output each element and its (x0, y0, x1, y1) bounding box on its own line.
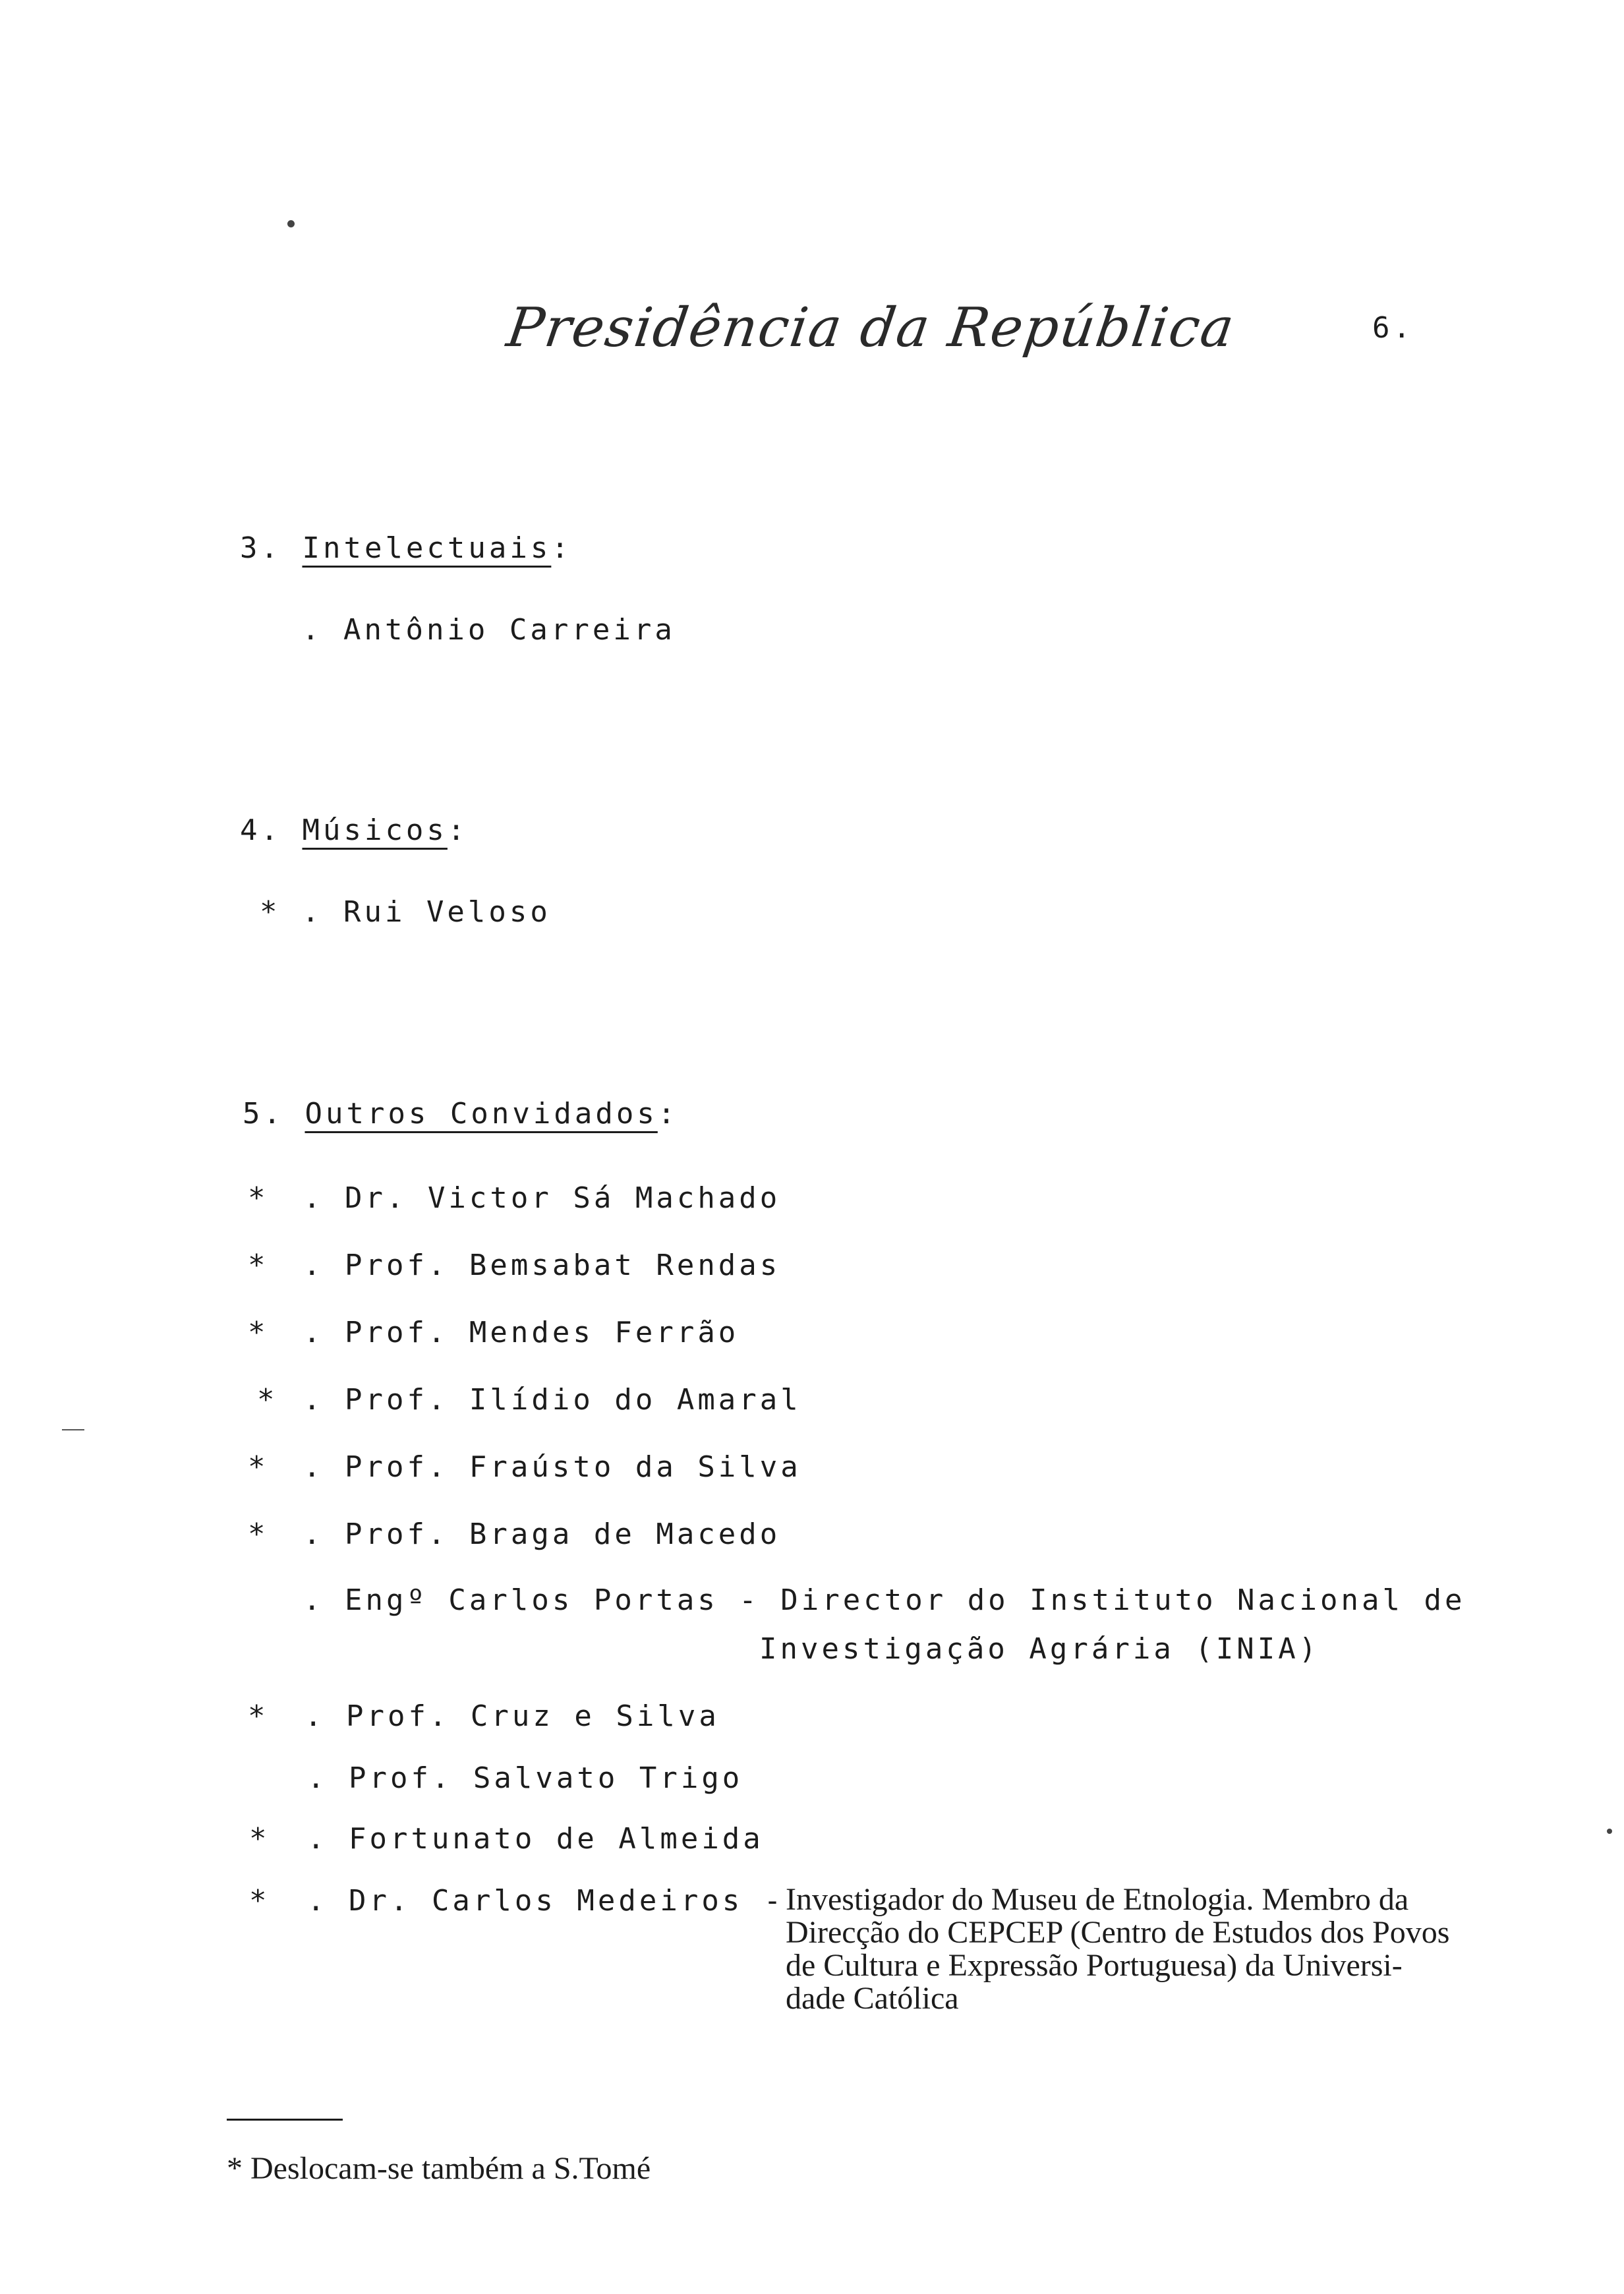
item-description-line: Investigador do Museu de Etnologia. Membro da (786, 1882, 1409, 1917)
section-heading-musicos (240, 813, 469, 847)
list-marker: * (248, 1517, 269, 1551)
item-description-line: dade Católica (786, 1981, 959, 2016)
list-marker: * (260, 895, 281, 929)
section-heading-outros-convidados (243, 1097, 679, 1131)
list-item: . Prof. Ilídio do Amaral (303, 1383, 801, 1417)
list-item: . Prof. Cruz e Silva (304, 1699, 720, 1733)
section-title: Músicos (302, 813, 448, 847)
list-marker: * (248, 1249, 269, 1282)
list-marker: * (248, 1699, 269, 1733)
section-colon: : (447, 813, 469, 847)
list-marker: * (248, 1181, 269, 1215)
list-item: . Fortunato de Almeida (307, 1822, 764, 1856)
list-marker: * (249, 1884, 270, 1918)
list-item: . Dr. Victor Sá Machado (303, 1181, 781, 1215)
ink-dot (287, 220, 295, 227)
footnote-separator (227, 2119, 343, 2121)
list-item: . Prof. Fraústo da Silva (303, 1450, 801, 1484)
section-title: Outros Convidados (304, 1097, 658, 1131)
item-description-line: de Cultura e Expressão Portuguesa) da Universi- (786, 1948, 1403, 1983)
list-item: . Antônio Carreira (302, 613, 676, 647)
list-item: . Prof. Bemsabat Rendas (303, 1249, 781, 1282)
footnote: * Deslocam-se também a S.Tomé (227, 2151, 651, 2186)
section-heading-intelectuais (240, 531, 572, 565)
list-marker: * (248, 1450, 269, 1484)
margin-mark (62, 1429, 84, 1430)
section-colon: : (551, 531, 572, 565)
section-number: 4. (240, 813, 281, 847)
letterhead: Presidência da República (503, 297, 1239, 359)
page-number: 6. (1372, 311, 1414, 345)
section-number: 3. (240, 531, 281, 565)
list-item: . Engº Carlos Portas - Director do Instituto Nacional de (303, 1583, 1466, 1617)
list-item: . Prof. Braga de Macedo (303, 1517, 781, 1551)
list-item-continuation: Investigação Agrária (INIA) (759, 1632, 1320, 1666)
list-item: . Prof. Mendes Ferrão (303, 1316, 740, 1349)
list-marker: * (248, 1316, 269, 1349)
list-marker: * (257, 1383, 278, 1417)
list-item: . Rui Veloso (302, 895, 551, 929)
item-description-line: Direcção do CEPCEP (Centro de Estudos dos Povos (786, 1915, 1450, 1950)
section-number: 5. (243, 1097, 284, 1131)
section-colon: : (657, 1097, 679, 1131)
list-item: . Dr. Carlos Medeiros - (307, 1884, 785, 1918)
section-title: Intelectuais (302, 531, 552, 565)
list-marker: * (249, 1822, 270, 1856)
ink-dot (1607, 1829, 1612, 1834)
list-item: . Prof. Salvato Trigo (307, 1761, 743, 1795)
